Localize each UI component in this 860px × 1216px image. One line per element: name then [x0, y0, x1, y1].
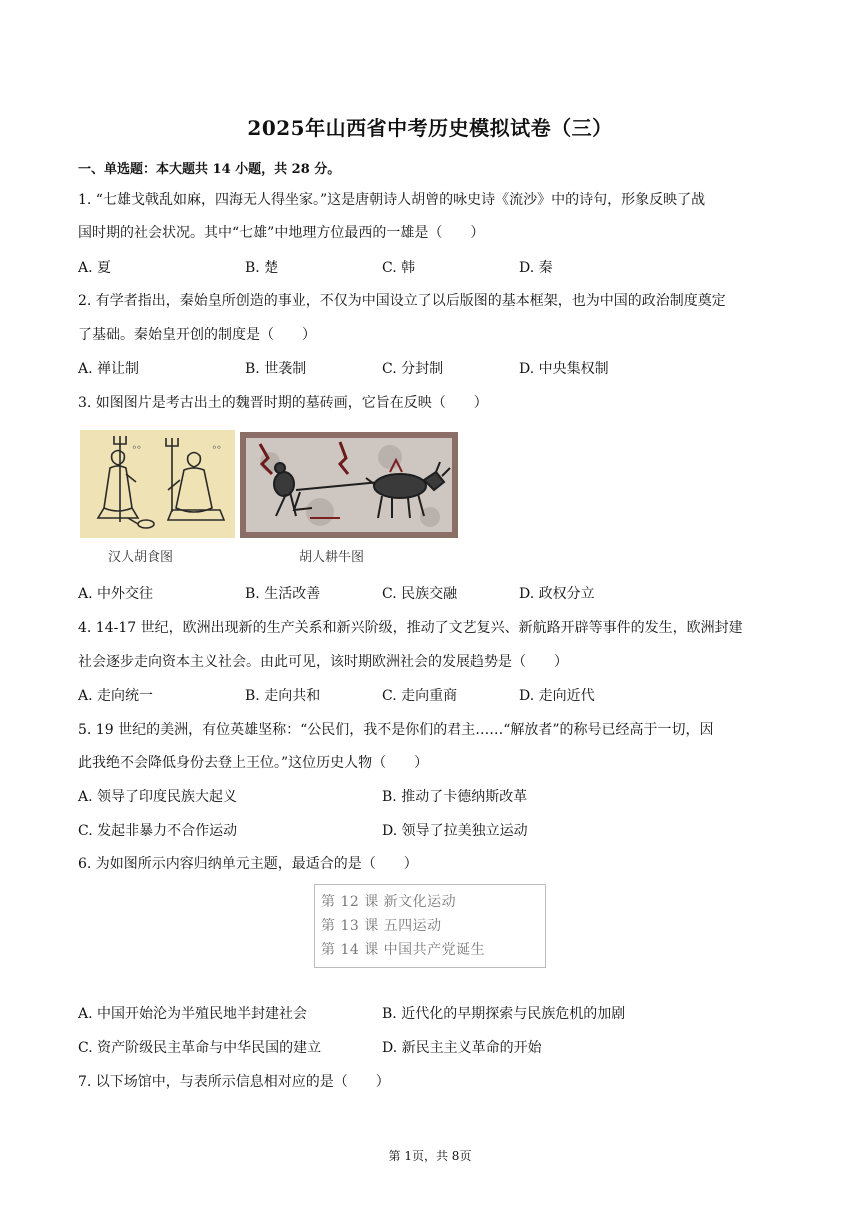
q1-line-1: 1. “七雄戈戟乱如麻，四海无人得坐家。”这是唐朝诗人胡曾的咏史诗《流沙》中的诗句，形象反映了战	[78, 192, 706, 208]
q1-option-b: B. 楚	[245, 260, 279, 276]
page-footer: 第 1页，共 8页	[388, 1149, 472, 1163]
q1-option-c: C. 韩	[382, 260, 416, 276]
q5-option-b: B. 推动了卡德纳斯改革	[382, 789, 528, 805]
lesson-13: 第 13 课 五四运动	[321, 918, 442, 934]
q4-option-b: B. 走向共和	[245, 688, 321, 704]
hu-plowing-drawing	[240, 432, 458, 538]
svg-text:⸰⸰: ⸰⸰	[132, 443, 142, 452]
q2-option-d: D. 中央集权制	[519, 361, 609, 377]
q5-line-2: 此我绝不会降低身份去登上王位。”这位历史人物（ ）	[78, 755, 429, 771]
q5-option-a: A. 领导了印度民族大起义	[78, 789, 238, 805]
q6-option-d: D. 新民主主义革命的开始	[382, 1040, 542, 1056]
q3-option-c: C. 民族交融	[382, 586, 458, 602]
page-title: 2025年山西省中考历史模拟试卷（三）	[247, 116, 613, 140]
q2-line-2: 了基础。秦始皇开创的制度是（ ）	[78, 327, 316, 343]
q2-line-1: 2. 有学者指出，秦始皇所创造的事业，不仅为中国设立了以后版图的基本框架，也为中国的政治制度奠定	[78, 293, 726, 309]
q5-option-c: C. 发起非暴力不合作运动	[78, 823, 238, 839]
q5-line-1: 5. 19 世纪的美洲，有位英雄坚称：“公民们，我不是你们的君主……“解放者”的称号已经高于一切，因	[78, 722, 714, 738]
section-heading: 一、单选题：本大题共 14 小题，共 28 分。	[78, 162, 341, 177]
q3-option-d: D. 政权分立	[519, 586, 595, 602]
q6-option-a: A. 中国开始沦为半殖民地半封建社会	[78, 1006, 308, 1022]
q3-option-a: A. 中外交往	[78, 586, 154, 602]
han-eating-brick-painting	[80, 430, 235, 538]
lesson-list-box	[314, 884, 546, 968]
q5-option-d: D. 领导了拉美独立运动	[382, 823, 528, 839]
q3-line-1: 3. 如图图片是考古出土的魏晋时期的墓砖画，它旨在反映（ ）	[78, 395, 488, 411]
q6-line-1: 6. 为如图所示内容归纳单元主题，最适合的是（ ）	[78, 856, 418, 872]
q4-line-2: 社会逐步走向资本主义社会。由此可见，该时期欧洲社会的发展趋势是（ ）	[78, 654, 568, 670]
q2-option-b: B. 世袭制	[245, 361, 307, 377]
svg-text:⸰⸰: ⸰⸰	[212, 443, 222, 452]
lesson-12: 第 12 课 新文化运动	[321, 894, 457, 910]
q6-option-b: B. 近代化的早期探索与民族危机的加剧	[382, 1006, 626, 1022]
q1-option-a: A. 夏	[78, 260, 112, 276]
caption-hu-plowing: 胡人耕牛图	[299, 550, 365, 565]
q1-option-d: D. 秦	[519, 260, 553, 276]
q2-option-a: A. 禅让制	[78, 361, 140, 377]
q2-option-c: C. 分封制	[382, 361, 444, 377]
hu-plowing-brick-painting	[240, 432, 458, 538]
q1-line-2: 国时期的社会状况。其中“七雄”中地理方位最西的一雄是（ ）	[78, 225, 485, 241]
q4-option-c: C. 走向重商	[382, 688, 458, 704]
q7-line-1: 7. 以下场馆中，与表所示信息相对应的是（ ）	[78, 1074, 390, 1090]
caption-han-eating: 汉人胡食图	[108, 550, 174, 565]
q4-option-d: D. 走向近代	[519, 688, 595, 704]
lesson-14: 第 14 课 中国共产党诞生	[321, 942, 486, 958]
q3-option-b: B. 生活改善	[245, 586, 321, 602]
q4-line-1: 4. 14-17 世纪，欧洲出现新的生产关系和新兴阶级，推动了文艺复兴、新航路开辟等事件的发生，欧洲封建	[78, 620, 743, 636]
q6-option-c: C. 资产阶级民主革命与中华民国的建立	[78, 1040, 322, 1056]
han-eating-drawing	[80, 430, 235, 538]
q4-option-a: A. 走向统一	[78, 688, 154, 704]
